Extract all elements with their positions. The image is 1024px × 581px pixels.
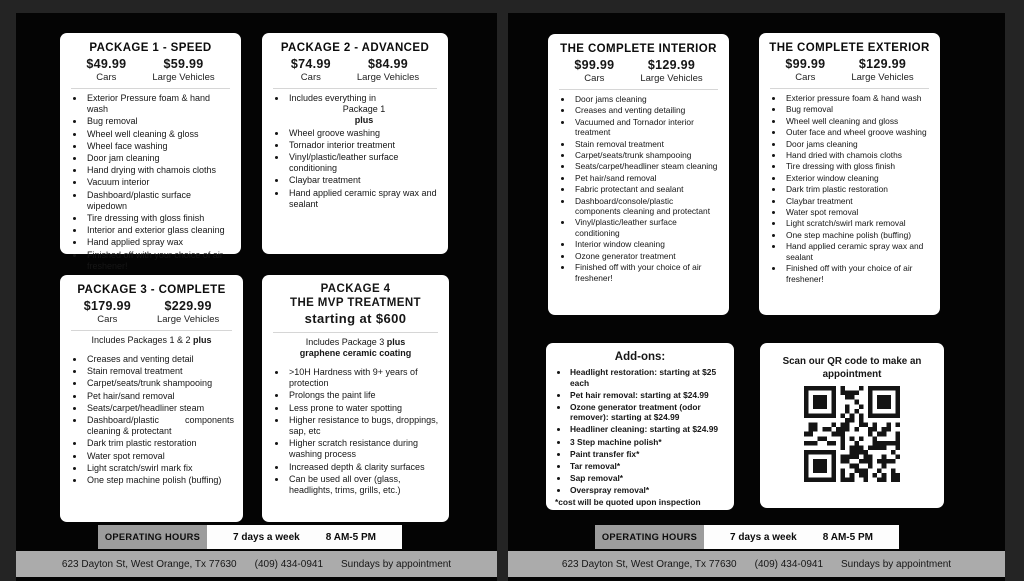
list-item: • Ozone generator treatment (odor remover): starting at $24.99 — [569, 402, 725, 423]
list-item: • Exterior window cleaning — [784, 173, 931, 183]
days-label: 7 days a week — [233, 531, 300, 543]
package-2-intro — [271, 93, 439, 127]
intro-line: • Includes everything in — [289, 93, 377, 103]
list-item: • Vinyl/plastic/leather surface conditioning — [573, 217, 720, 238]
price-large-vehicles: $129.99 — [858, 57, 907, 71]
exterior-items — [768, 93, 931, 284]
price-cars: $99.99 — [785, 57, 826, 71]
price-row — [557, 58, 720, 84]
intro-line: plus — [354, 115, 374, 126]
list-item: • Tar removal* — [569, 461, 725, 472]
list-item: • Dark trim plastic restoration — [784, 184, 931, 194]
label-large-vehicles: Large Vehicles — [356, 72, 420, 83]
list-item: • Ozone generator treatment — [573, 251, 720, 261]
interior-items — [557, 94, 720, 283]
operating-hours-values — [207, 525, 402, 549]
list-item: • Headlight restoration: starting at $25 each — [569, 367, 725, 388]
qr-card — [760, 343, 944, 508]
operating-hours-label: OPERATING HOURS — [595, 525, 704, 549]
list-item: • Dashboard/console/plastic components cleaning and protectant — [573, 196, 720, 217]
list-item: • Dashboard/plastic components cleaning & protectant — [85, 415, 234, 437]
price-cars: $49.99 — [86, 57, 127, 71]
list-item: • Door jam cleaning — [85, 153, 232, 164]
list-item — [287, 93, 439, 127]
divider — [273, 88, 437, 89]
list-item: • Wheel well cleaning and gloss — [784, 116, 931, 126]
label-cars: Cars — [300, 72, 321, 83]
list-item: • Hand drying with chamois cloths — [85, 165, 232, 176]
list-item: • Hand dried with chamois cloths — [784, 150, 931, 160]
divider — [770, 88, 929, 89]
list-item: • Water spot removal — [784, 207, 931, 217]
label-large-vehicles: Large Vehicles — [152, 72, 215, 83]
list-item: • Bug removal — [85, 116, 232, 127]
package-4-items — [271, 367, 440, 496]
divider — [71, 88, 230, 89]
package-2-items — [271, 128, 439, 210]
list-item: • Stain removal treatment — [573, 139, 720, 149]
list-item: • Dashboard/plastic surface wipedown — [85, 190, 232, 212]
list-item: • Pet hair/sand removal — [573, 173, 720, 183]
right-page — [508, 13, 1005, 581]
intro-line: Package 1 — [342, 104, 386, 115]
list-item: • Outer face and wheel groove washing — [784, 127, 931, 137]
price-large-vehicles: $59.99 — [163, 57, 204, 71]
list-item: • Vinyl/plastic/leather surface conditioning — [287, 152, 439, 174]
price-row — [768, 57, 931, 83]
package-4-subtitle: THE MVP TREATMENT — [290, 297, 421, 309]
list-item: • Stain removal treatment — [85, 366, 234, 377]
list-item: • Creases and venting detail — [85, 354, 234, 365]
list-item: • Carpet/seats/trunk shampooing — [85, 378, 234, 389]
hours-label: 8 AM-5 PM — [325, 531, 376, 543]
list-item: • Door jams cleaning — [784, 139, 931, 149]
list-item: • Finished off with your choice of air freshener! — [85, 250, 232, 272]
list-item: • Carpet/seats/trunk shampooing — [573, 150, 720, 160]
list-item: • 3 Step machine polish* — [569, 437, 725, 448]
note-text: Sundays by appointment — [841, 558, 952, 570]
list-item: • Interior and exterior glass cleaning — [85, 225, 232, 236]
list-item: • Fabric protectant and sealant — [573, 184, 720, 194]
list-item: • Tire dressing with gloss finish — [784, 161, 931, 171]
operating-hours-values — [704, 525, 899, 549]
list-item: • Dark trim plastic restoration — [85, 438, 234, 449]
label-cars: Cars — [97, 314, 118, 325]
operating-hours-bar — [595, 525, 899, 549]
divider — [559, 89, 718, 90]
list-item: • Less prone to water spotting — [287, 403, 440, 414]
add-ons-items — [555, 367, 725, 496]
label-cars: Cars — [795, 72, 816, 83]
list-item: • Headliner cleaning: starting at $24.99 — [569, 424, 725, 435]
list-item: • Higher resistance to bugs, droppings, sap, etc — [287, 415, 440, 437]
price-row — [271, 57, 439, 83]
label-cars: Cars — [584, 73, 605, 84]
list-item: • Light scratch/swirl mark removal — [784, 218, 931, 228]
list-item: • Claybar treatment — [784, 196, 931, 206]
complete-exterior-card — [759, 33, 940, 315]
list-item: • Claybar treatment — [287, 175, 439, 186]
label-large-vehicles: Large Vehicles — [156, 314, 220, 325]
list-item: • Vacuum interior — [85, 177, 232, 188]
list-item: • Creases and venting detailing — [573, 105, 720, 115]
price-cars: $74.99 — [290, 57, 331, 71]
package-1-card — [60, 33, 241, 271]
list-item: • One step machine polish (buffing) — [784, 230, 931, 240]
list-item: • Tire dressing with gloss finish — [85, 213, 232, 224]
list-item: • Sap removal* — [569, 473, 725, 484]
label-large-vehicles: Large Vehicles — [640, 73, 703, 84]
price-cars: $99.99 — [574, 58, 615, 72]
package-2-card — [262, 33, 448, 254]
phone-text: (409) 434-0941 — [754, 558, 824, 570]
package-3-title: PACKAGE 3 - COMPLETE — [77, 284, 226, 296]
list-item: • Interior window cleaning — [573, 239, 720, 249]
address-bar — [508, 551, 1005, 577]
operating-hours-label: OPERATING HOURS — [98, 525, 207, 549]
package-4-intro: Includes Package 3 plus graphene ceramic coating — [299, 337, 412, 358]
price-large-vehicles: $129.99 — [647, 58, 696, 72]
address-text: 623 Dayton St, West Orange, Tx 77630 — [61, 558, 237, 570]
package-2-title: PACKAGE 2 - ADVANCED — [280, 42, 430, 54]
package-3-intro: Includes Packages 1 & 2 plus — [91, 335, 212, 345]
list-item: • Finished off with your choice of air freshener! — [784, 263, 931, 284]
exterior-title: THE COMPLETE EXTERIOR — [769, 42, 930, 54]
list-item: • Can be used all over (glass, headlights, trims, grills, etc.) — [287, 474, 440, 496]
phone-text: (409) 434-0941 — [254, 558, 324, 570]
list-item: • One step machine polish (buffing) — [85, 475, 234, 486]
add-ons-title: Add-ons: — [614, 351, 666, 363]
price-large-vehicles: $84.99 — [368, 57, 409, 71]
list-item: • Prolongs the paint life — [287, 390, 440, 401]
list-item: • Overspray removal* — [569, 485, 725, 496]
list-item: • Door jams cleaning — [573, 94, 720, 104]
list-item: • Tornador interior treatment — [287, 140, 439, 151]
list-item: • Vacuumed and Tornador interior treatment — [573, 117, 720, 138]
package-3-card — [60, 275, 243, 522]
package-1-items — [69, 93, 232, 272]
package-4-price: starting at $600 — [304, 311, 407, 326]
list-item: • Wheel well cleaning & gloss — [85, 129, 232, 140]
address-bar — [16, 551, 497, 577]
label-cars: Cars — [96, 72, 117, 83]
complete-interior-card — [548, 34, 729, 315]
divider — [273, 332, 438, 333]
list-item: • Wheel face washing — [85, 141, 232, 152]
qr-code — [804, 386, 900, 482]
list-item: • Finished off with your choice of air freshener! — [573, 262, 720, 283]
package-1-title: PACKAGE 1 - SPEED — [89, 42, 212, 54]
list-item: • Exterior pressure foam & hand wash — [784, 93, 931, 103]
operating-hours-bar — [98, 525, 402, 549]
package-4-card — [262, 275, 449, 522]
list-item: • Increased depth & clarity surfaces — [287, 462, 440, 473]
days-label: 7 days a week — [730, 531, 797, 543]
qr-title: Scan our QR code to make an appointment — [782, 356, 922, 380]
list-item: • Light scratch/swirl mark fix — [85, 463, 234, 474]
list-item: • Hand applied ceramic spray wax and sealant — [784, 241, 931, 262]
list-item: • Hand applied spray wax — [85, 237, 232, 248]
list-item: • Seats/carpet/headliner steam cleaning — [573, 161, 720, 171]
list-item: • Higher scratch resistance during washing process — [287, 438, 440, 460]
list-item: • >10H Hardness with 9+ years of protection — [287, 367, 440, 389]
list-item: • Water spot removal — [85, 451, 234, 462]
price-cars: $179.99 — [83, 299, 131, 313]
divider — [71, 330, 232, 331]
list-item: • Hand applied ceramic spray wax and sealant — [287, 188, 439, 210]
hours-label: 8 AM-5 PM — [822, 531, 873, 543]
list-item: • Exterior Pressure foam & hand wash — [85, 93, 232, 115]
package-3-items — [69, 354, 234, 486]
price-row — [69, 299, 234, 325]
label-large-vehicles: Large Vehicles — [851, 72, 914, 83]
package-4-title: PACKAGE 4 — [320, 283, 391, 295]
left-page — [16, 13, 497, 581]
list-item: • Pet hair/sand removal — [85, 391, 234, 402]
list-item: • Pet hair removal: starting at $24.99 — [569, 390, 725, 401]
list-item: • Paint transfer fix* — [569, 449, 725, 460]
list-item: • Wheel groove washing — [287, 128, 439, 139]
interior-title: THE COMPLETE INTERIOR — [560, 43, 717, 55]
address-text: 623 Dayton St, West Orange, Tx 77630 — [561, 558, 737, 570]
price-large-vehicles: $229.99 — [164, 299, 212, 313]
list-item: • Bug removal — [784, 104, 931, 114]
note-text: Sundays by appointment — [341, 558, 452, 570]
price-row — [69, 57, 232, 83]
add-ons-footnote: *cost will be quoted upon inspection — [555, 497, 701, 508]
add-ons-card — [546, 343, 734, 510]
list-item: • Seats/carpet/headliner steam — [85, 403, 234, 414]
